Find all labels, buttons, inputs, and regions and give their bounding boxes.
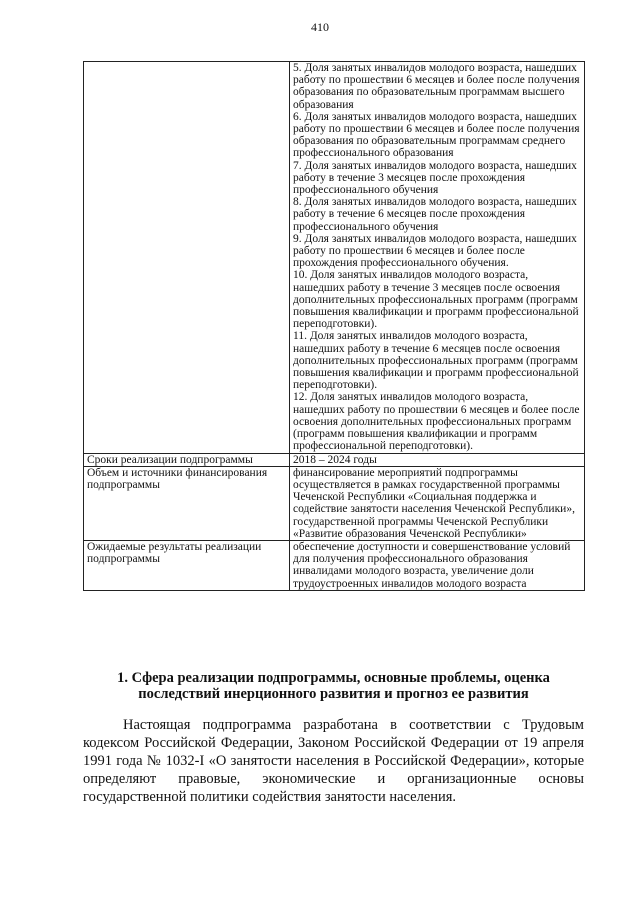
- label-cell: Сроки реализации подпрограммы: [84, 453, 290, 466]
- value-cell: 2018 – 2024 годы: [290, 453, 585, 466]
- label-cell: Ожидаемые результаты реализации подпрограммы: [84, 540, 290, 590]
- indicator-item: 12. Доля занятых инвалидов молодого возраста, нашедших работу по прошествии 6 месяцев и более после освоения дополнительных профессиональных программ (программ повышения квалификации и программ профессиональной переподготовки).: [293, 391, 580, 453]
- indicators-cell: [290, 62, 585, 454]
- subprogram-passport-table: [83, 61, 585, 591]
- label-cell: [84, 62, 290, 454]
- table-row-indicators: [84, 62, 585, 454]
- indicator-item: 6. Доля занятых инвалидов молодого возраста, нашедших работу по прошествии 6 месяцев и более после получения образования по образовательным программам среднего профессионального образования: [293, 110, 580, 160]
- table-row-funding: [84, 466, 585, 540]
- table-row-timeline: [84, 453, 585, 466]
- indicator-item: 9. Доля занятых инвалидов молодого возраста, нашедших работу по прошествии 6 месяцев и более после прохождения профессионального обучения.: [293, 232, 577, 270]
- table-row-results: [84, 540, 585, 590]
- indicator-item: 11. Доля занятых инвалидов молодого возраста, нашедших работу в течение 6 месяцев после освоения дополнительных профессиональных программ (программ повышения квалификации и программ профессиональной переподготовки).: [293, 330, 579, 392]
- section-title: 1. Сфера реализации подпрограммы, основные проблемы, оценка последствий инерционного развития и прогноз ее развития: [117, 670, 550, 702]
- value-cell: финансирование мероприятий подпрограммы осуществляется в рамках государственной программы Чеченской Республики «Социальная поддержка и содействие занятости населения Чеченской Республики», государственной программы Чеченской Республики «Развитие образования Чеченской Республики»: [290, 466, 585, 540]
- section-paragraph: Настоящая подпрограмма разработана в соответствии с Трудовым кодексом Российской Федерации, Законом Российской Федерации от 19 апреля 1991 года № 1032-I «О занятости населения в Российской Федерации», которые определяют правовые, экономические и организационные основы государственной политики содействия занятости населения.: [83, 717, 584, 805]
- page-number: 410: [311, 20, 329, 34]
- indicator-item: 10. Доля занятых инвалидов молодого возраста, нашедших работу в течение 3 месяцев после освоения дополнительных профессиональных программ (программ повышения квалификации и программ профессиональной переподготовки).: [293, 269, 579, 331]
- indicator-item: 7. Доля занятых инвалидов молодого возраста, нашедших работу в течение 3 месяцев после прохождения профессионального обучения: [293, 159, 577, 197]
- value-cell: обеспечение доступности и совершенствование условий для получения профессионального образования инвалидами молодого возраста, увеличение доли трудоустроенных инвалидов молодого возраста: [290, 540, 585, 590]
- indicator-item: 5. Доля занятых инвалидов молодого возраста, нашедших работу по прошествии 6 месяцев и более после получения образования по образовательным программам высшего образования: [293, 62, 580, 111]
- label-cell: Объем и источники финансирования подпрограммы: [84, 466, 290, 540]
- indicator-item: 8. Доля занятых инвалидов молодого возраста, нашедших работу в течение 6 месяцев после прохождения профессионального обучения: [293, 196, 577, 233]
